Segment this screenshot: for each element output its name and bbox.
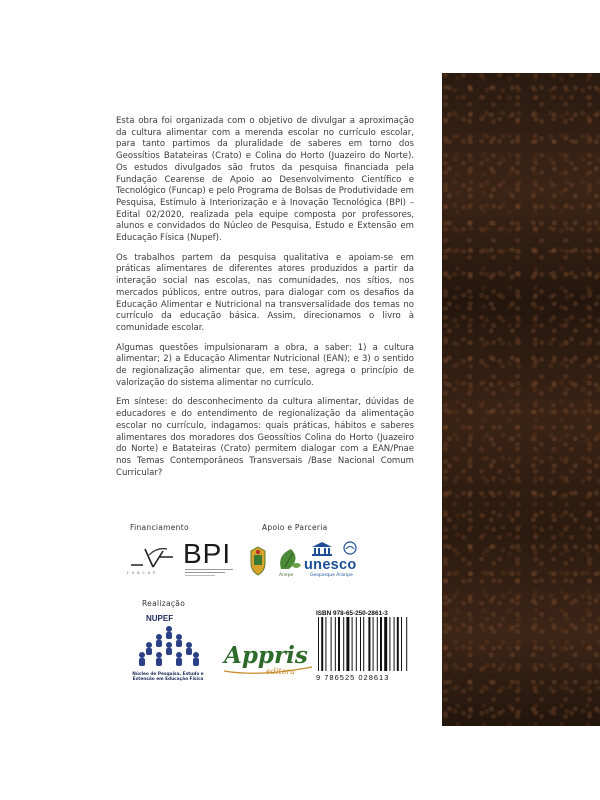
barcode-bar (338, 617, 340, 671)
isbn-label: ISBN 978-65-250-2861-3 (316, 610, 388, 617)
barcode-bar (377, 617, 378, 671)
barcode-bar (397, 617, 399, 671)
financiamento-label: Financiamento (130, 523, 189, 532)
barcode-bar (331, 617, 332, 671)
nupef-wordmark: NUPEF (146, 614, 174, 623)
barcode-bar (394, 617, 395, 671)
geopark-circle-icon (343, 541, 357, 555)
bpi-caption-lines (185, 568, 235, 576)
anepe-wordmark: Anepe (279, 573, 294, 578)
funcap-wordmark: FUNCAP (127, 571, 158, 575)
nupef-people-icon (138, 625, 200, 669)
barcode-bar (406, 617, 407, 671)
funcap-logo (129, 543, 179, 571)
barcode-bar (389, 617, 390, 671)
barcode-bar (335, 617, 336, 671)
state-crest-icon (249, 545, 267, 578)
barcode-bar (401, 617, 402, 671)
unesco-geopark-caption: Geoparque Araripe (310, 573, 353, 578)
unesco-temple-icon (311, 541, 333, 557)
barcode-bar (368, 617, 370, 671)
barcode-bar (325, 617, 326, 671)
appris-editora-label: editora (266, 667, 296, 676)
barcode-number: 9 786525 028613 (316, 673, 390, 682)
appris-logo: Appris (224, 642, 308, 669)
realizacao-label: Realização (142, 599, 186, 608)
barcode-bar (384, 617, 387, 671)
bpi-logo: BPI (183, 538, 232, 569)
synopsis-text (116, 116, 414, 487)
isbn-barcode (316, 617, 412, 672)
barcode-bar (321, 617, 323, 671)
nupef-caption: Núcleo de Pesquisa, Estudo e Extensão em Educação Física (132, 672, 204, 683)
barcode-bar (346, 617, 349, 671)
barcode-bar (360, 617, 361, 671)
synopsis-paragraph-1: Esta obra foi organizada com o objetivo de divulgar a aproximação da cultura alimentar com a merenda escolar no currículo escolar, para tanto partimos da pluralidade de saberes em torno dos Geossítios Batateiras (Crato) e Colina do Horto (Juazeiro do Norte). Os estudos divulgados são frutos da pesquisa financiada pela Fundação Cearense de Apoio ao Desenvolvimento Científico e Tecnológico (Funcap) e pelo Programa de Bolsas de Produtividade em Pesquisa, Estímulo à Interiorização e à Inovação Tecnológica (BPI) – Edital 02/2020, realizada pela equipe composta por professores, alunos e convidados do Núcleo de Pesquisa, Estudo e Extensão em Educação Física (Nupef). (116, 116, 414, 244)
barcode-bar (352, 617, 353, 671)
soil-texture-panel (442, 73, 600, 726)
synopsis-paragraph-2: Os trabalhos partem da pesquisa qualitativa e apoiam-se em práticas alimentares de diferentes atores produzidos a partir da interação social nas escolas, nas comunidades, nos sítios, nos mercados públicos, entre outros, para dialogar com os desafios da Educação Alimentar e Nutricional na transversalidade dos temas no currículo da educação básica. Assim, direcionamos o livro à comunidade escolar. (116, 252, 414, 333)
barcode-bar (343, 617, 344, 671)
barcode-bar (373, 617, 374, 671)
barcode-bar (363, 617, 364, 671)
synopsis-paragraph-3: Algumas questões impulsionaram a obra, a saber: 1) a cultura alimentar; 2) a Educação Alimentar Nutricional (EAN); e 3) o sentido de regionalização alimentar que, em tese, agrega o princípio de valorização do sistema alimentar no currículo. (116, 342, 414, 388)
apoio-parceria-label: Apoio e Parceria (262, 523, 328, 532)
barcode-bar (356, 617, 357, 671)
barcode-bar (318, 617, 319, 671)
barcode-bar (380, 617, 382, 671)
unesco-wordmark: unesco (304, 557, 357, 573)
synopsis-paragraph-4: Em síntese: do desconhecimento da cultura alimentar, dúvidas de educadores e do entendimento de regionalização da alimentação escolar no currículo, indagamos: quais práticas, hábitos e saberes alimentares dos moradores dos Geossítios Colina do Horto (Juazeiro do Norte) e Batateiras (Crato) permitem dialogar com a EAN/Pnae nos Temas Contemporâneos Transversais /Base Nacional Comum Curricular? (116, 397, 414, 478)
